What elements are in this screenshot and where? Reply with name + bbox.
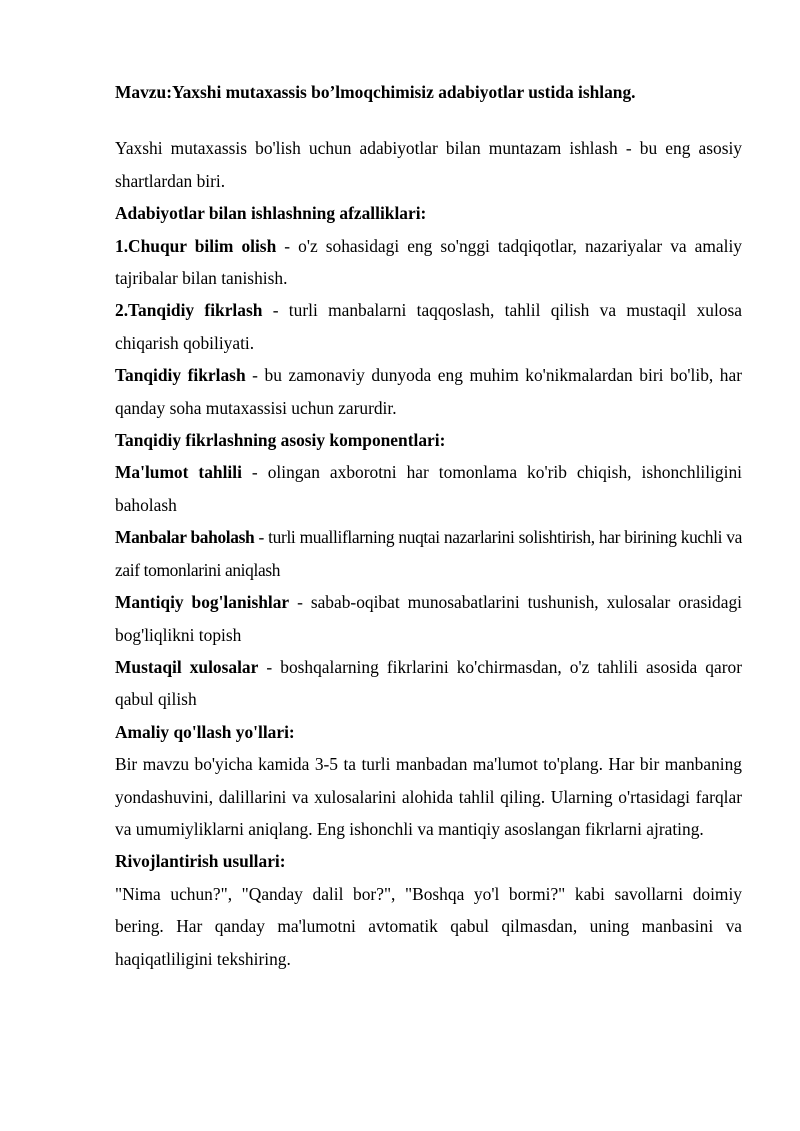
critical-thinking-text: - bu zamonaviy dunyoda eng muhim ko'nikmalardan biri bo'lib, har qanday soha mutaxassisi uchun zarurdir. (115, 365, 743, 418)
component-item-3 (115, 586, 742, 651)
advantage-item-2-term: 2.Tanqidiy fikrlash (115, 300, 263, 321)
component-item-2 (115, 521, 742, 586)
practice-paragraph: Bir mavzu bo'yicha kamida 3-5 ta turli manbadan ma'lumot to'plang. Har bir manbaning yondashuvini, dalillarini va xulosalarini alohida tahlil qiling. Ularning o'rtasidagi farqlar va umumiyliklarni aniqlang. Eng ishonchli va mantiqiy asoslangan fikrlarni ajrating. (115, 754, 742, 839)
advantage-item-1-term: 1.Chuqur bilim olish (115, 235, 277, 256)
component-item-4 (115, 651, 742, 716)
advantage-item-2 (115, 294, 742, 359)
intro-paragraph: Yaxshi mutaxassis bo'lish uchun adabiyotlar bilan muntazam ishlash - bu eng asosiy shartlardan biri. (115, 138, 742, 191)
heading-practice: Amaliy qo'llash yo'llari: (115, 721, 295, 742)
component-item-1-text: - olingan axborotni har tomonlama ko'rib chiqish, ishonchliligini baholash (115, 462, 742, 515)
critical-thinking-paragraph (115, 359, 742, 424)
component-item-3-term: Mantiqiy bog'lanishlar (115, 592, 290, 613)
advantage-item-1 (115, 230, 742, 295)
component-item-4-text: - boshqalarning fikrlarini ko'chirmasdan, o'z tahlili asosida qaror qabul qilish (115, 656, 742, 710)
advantage-item-1-text: - o'z sohasidagi eng so'nggi tadqiqotlar, nazariyalar va amaliy tajribalar bilan tanishish. (115, 235, 743, 289)
component-item-2-text: - turli mualliflarning nuqtai nazarlarini solishtirish, har birining kuchli va zaif tomonlarini aniqlash (115, 527, 742, 580)
document-body (115, 76, 742, 975)
heading-advantages: Adabiyotlar bilan ishlashning afzalliklari: (115, 203, 427, 224)
critical-thinking-term: Tanqidiy fikrlash (115, 365, 246, 386)
methods-paragraph: "Nima uchun?", "Qanday dalil bor?", "Boshqa yo'l bormi?" kabi savollarni doimiy bering. Har qanday ma'lumotni avtomatik qabul qilmasdan, uning manbasini va haqiqatliligini tekshiring. (115, 883, 742, 969)
component-item-1-term: Ma'lumot tahlili (115, 462, 242, 483)
document-title: Mavzu:Yaxshi mutaxassis bo’lmoqchimisiz adabiyotlar ustida ishlang. (115, 82, 636, 102)
component-item-1 (115, 456, 742, 521)
heading-components: Tanqidiy fikrlashning asosiy komponentlari: (115, 430, 446, 451)
heading-methods: Rivojlantirish usullari: (115, 851, 286, 872)
component-item-2-term: Manbalar baholash (115, 527, 255, 548)
component-item-4-term: Mustaqil xulosalar (115, 656, 259, 677)
component-item-3-text: - sabab-oqibat munosabatlarini tushunish, xulosalar orasidagi bog'liqlikni topish (115, 592, 742, 645)
advantage-item-2-text: - turli manbalarni taqqoslash, tahlil qilish va mustaqil xulosa chiqarish qobiliyati. (115, 300, 742, 353)
